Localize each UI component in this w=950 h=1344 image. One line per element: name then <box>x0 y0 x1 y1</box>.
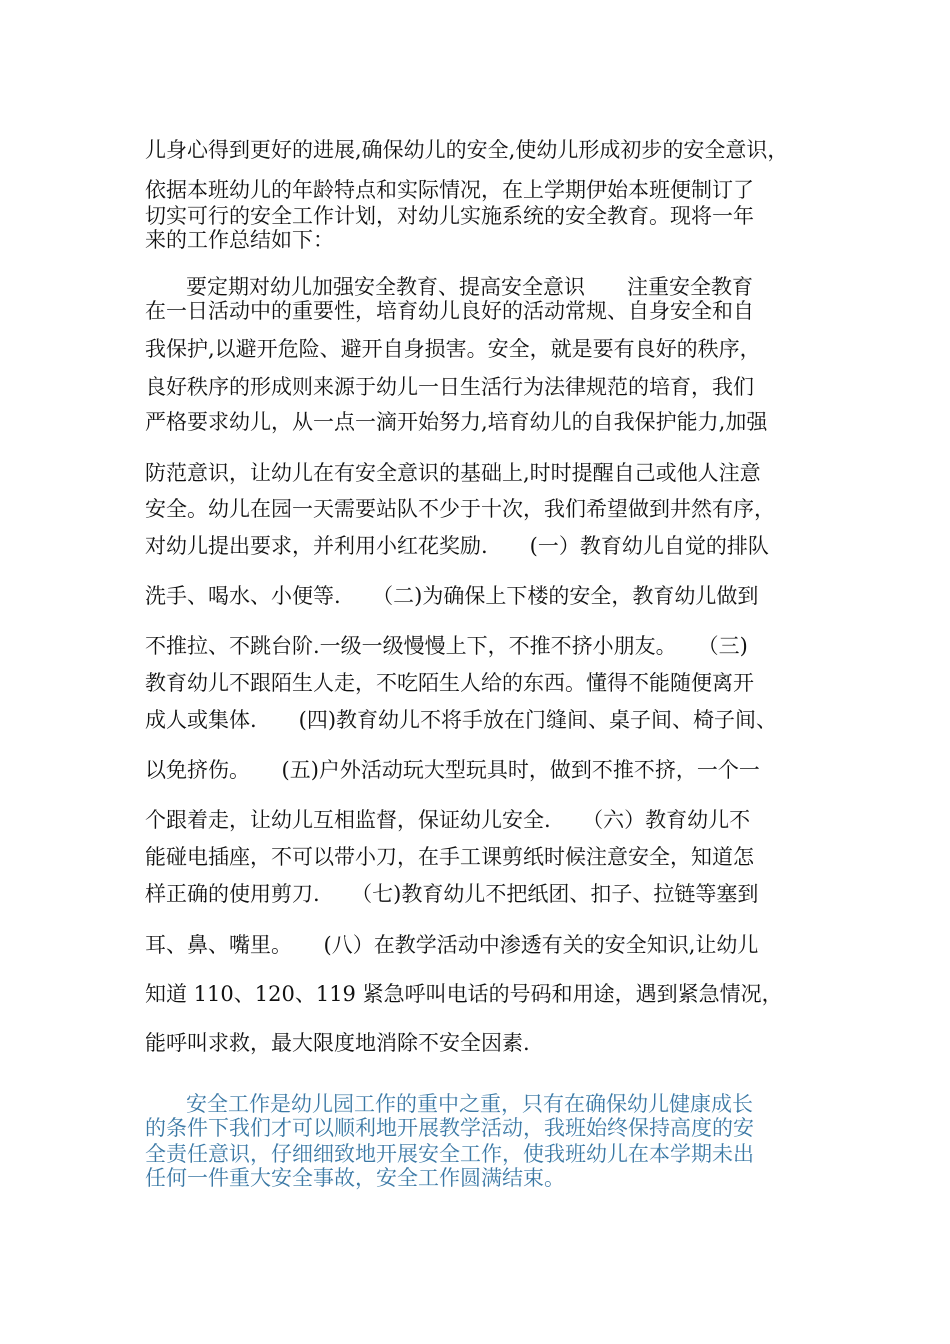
main-line: 在一日活动中的重要性，培育幼儿良好的活动常规、自身安全和自 <box>145 299 754 323</box>
conclusion-line: 全责任意识，仔细细致地开展安全工作，使我班幼儿在本学期未出 <box>145 1142 754 1166</box>
main-line: 知道 110、120、119 紧急呼叫电话的号码和用途，遇到紧急情况， <box>145 982 783 1006</box>
main-line: 不推拉、不跳台阶.一级一级慢慢上下，不推不挤小朋友。 （三) <box>145 634 748 658</box>
conclusion-line: 的条件下我们才可以顺利地开展教学活动，我班始终保持高度的安 <box>145 1116 754 1140</box>
main-line: 个跟着走，让幼儿互相监督，保证幼儿安全. （六）教育幼儿不 <box>145 808 751 832</box>
main-line: 样正确的使用剪刀. （七)教育幼儿不把纸团、扣子、拉链等塞到 <box>145 882 759 906</box>
main-line: 安全。幼儿在园一天需要站队不少于十次，我们希望做到井然有序， <box>145 497 775 521</box>
main-line: 教育幼儿不跟陌生人走，不吃陌生人给的东西。懂得不能随便离开 <box>145 671 754 695</box>
main-line: 能碰电插座，不可以带小刀，在手工课剪纸时候注意安全，知道怎 <box>145 845 754 869</box>
main-line: 良好秩序的形成则来源于幼儿一日生活行为法律规范的培育，我们 <box>145 375 754 399</box>
main-line: 要定期对幼儿加强安全教育、提高安全意识 注重安全教育 <box>186 275 753 299</box>
main-line: 成人或集体. (四)教育幼儿不将手放在门缝间、桌子间、椅子间、 <box>145 708 778 732</box>
main-line: 对幼儿提出要求，并利用小红花奖励. (一）教育幼儿自觉的排队 <box>145 534 769 558</box>
main-line: 耳、鼻、嘴里。 (八）在教学活动中渗透有关的安全知识,让幼儿 <box>145 933 759 957</box>
intro-line: 依据本班幼儿的年龄特点和实际情况，在上学期伊始本班便制订了 <box>145 178 754 202</box>
main-line: 严格要求幼儿，从一点一滴开始努力,培育幼儿的自我保护能力,加强 <box>145 410 768 434</box>
intro-line: 来的工作总结如下： <box>145 228 334 252</box>
main-line: 防范意识，让幼儿在有安全意识的基础上,时时提醒自己或他人注意 <box>145 461 761 485</box>
conclusion-line: 安全工作是幼儿园工作的重中之重，只有在确保幼儿健康成长 <box>186 1092 753 1116</box>
main-line: 我保护,以避开危险、避开自身损害。安全，就是要有良好的秩序， <box>145 337 761 361</box>
intro-line: 儿身心得到更好的进展,确保幼儿的安全,使幼儿形成初步的安全意识， <box>145 138 789 162</box>
main-line: 以免挤伤。 (五)户外活动玩大型玩具时，做到不推不挤，一个一 <box>145 758 760 782</box>
main-line: 洗手、喝水、小便等. （二)为确保上下楼的安全，教育幼儿做到 <box>145 584 759 608</box>
intro-line: 切实可行的安全工作计划，对幼儿实施系统的安全教育。现将一年 <box>145 204 754 228</box>
conclusion-line: 任何一件重大安全事故，安全工作圆满结束。 <box>145 1166 565 1190</box>
main-line: 能呼叫求救，最大限度地消除不安全因素. <box>145 1031 530 1055</box>
